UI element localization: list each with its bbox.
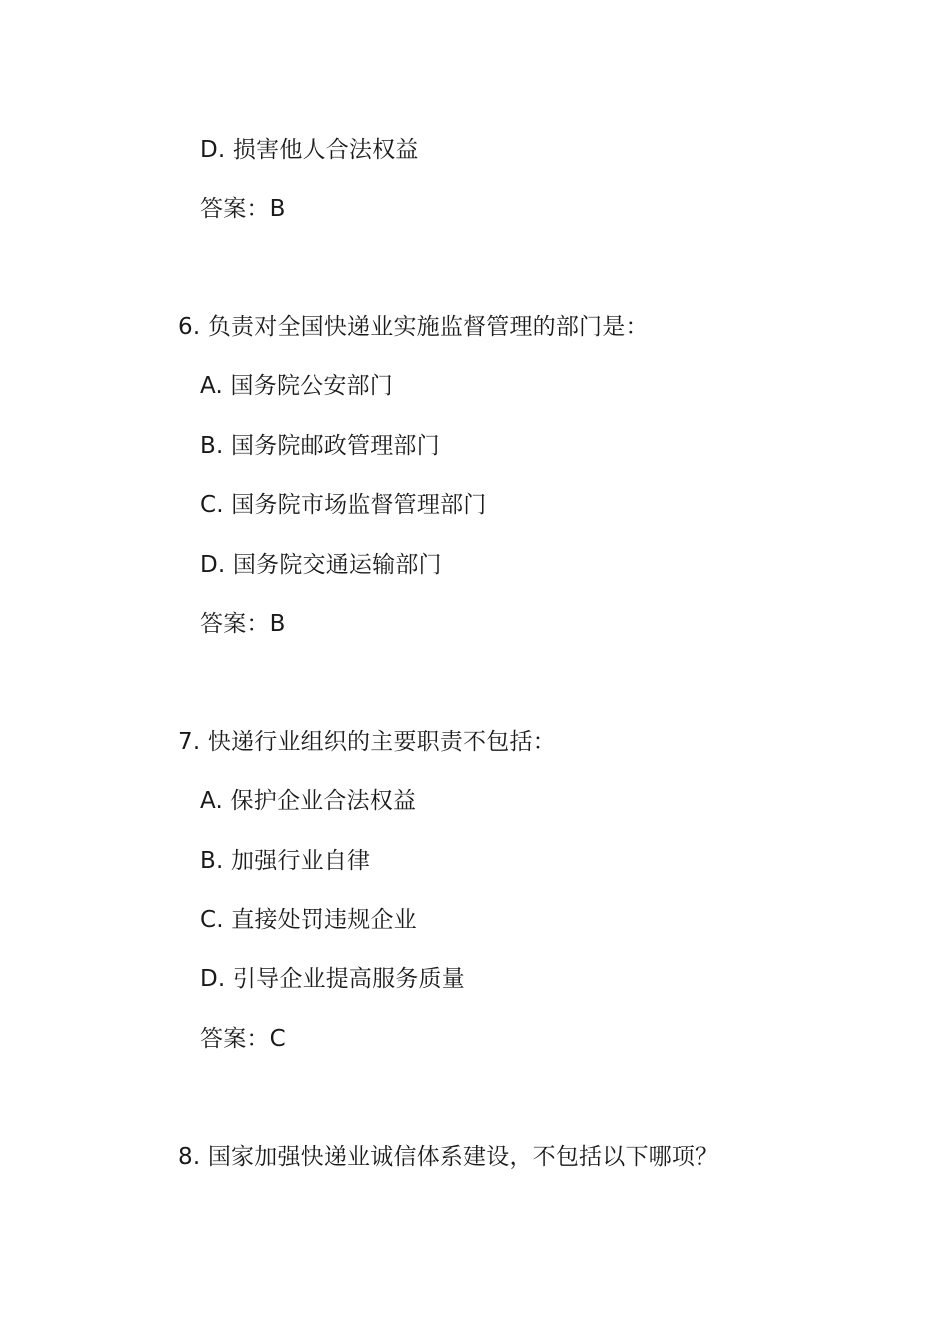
q6-option-a: A. 国务院公安部门 — [200, 373, 393, 399]
q6-option-c: C. 国务院市场监督管理部门 — [200, 492, 487, 518]
q7-answer: 答案：C — [200, 1026, 286, 1052]
q6-option-d: D. 国务院交通运输部门 — [200, 552, 442, 578]
q7-option-b: B. 加强行业自律 — [200, 848, 371, 874]
q7-option-d: D. 引导企业提高服务质量 — [200, 966, 465, 992]
q6-answer: 答案：B — [200, 611, 286, 637]
q7-option-a: A. 保护企业合法权益 — [200, 788, 417, 814]
q7-option-c: C. 直接处罚违规企业 — [200, 907, 417, 933]
q6-option-b: B. 国务院邮政管理部门 — [200, 433, 440, 459]
q6-title: 6. 负责对全国快递业实施监督管理的部门是： — [178, 314, 649, 340]
q8-title: 8. 国家加强快递业诚信体系建设，不包括以下哪项？ — [178, 1144, 719, 1170]
q7-title: 7. 快递行业组织的主要职责不包括： — [178, 729, 556, 755]
q5-answer: 答案：B — [200, 196, 286, 222]
q5-option-d: D. 损害他人合法权益 — [200, 137, 419, 163]
